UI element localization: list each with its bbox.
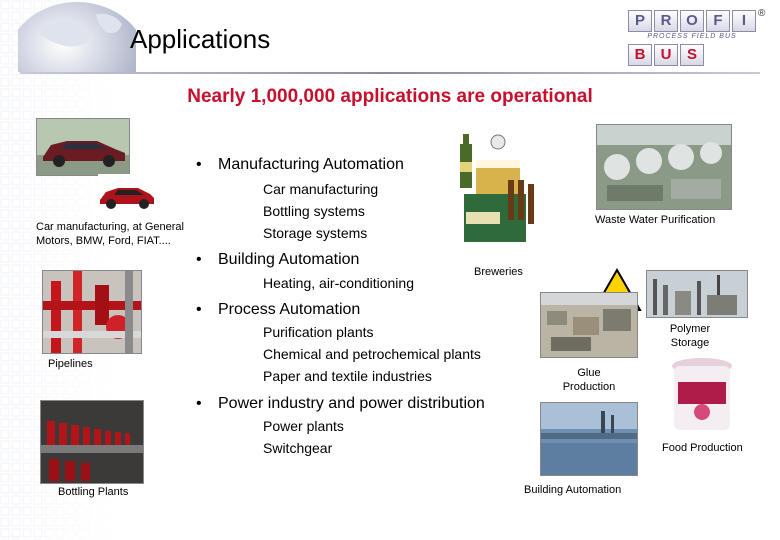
- caption-car: Car manufacturing, at General Motors, BMW, Ford, FIAT....: [36, 221, 184, 247]
- caption-pipelines: Pipelines: [48, 358, 93, 370]
- pipelines-photo: [42, 270, 142, 354]
- logo-letter: S: [680, 44, 704, 66]
- sub-item: Storage systems: [263, 225, 368, 241]
- refinery-photo: [646, 270, 748, 318]
- registered-mark: ®: [758, 8, 766, 19]
- car-photo-2: [98, 174, 156, 214]
- title-rule: [20, 72, 760, 74]
- bullet-marker: •: [196, 301, 202, 318]
- building-photo: [540, 402, 638, 476]
- caption-breweries: Breweries: [474, 266, 523, 278]
- sub-item: Switchgear: [263, 440, 333, 456]
- sub-item: Power plants: [263, 418, 344, 434]
- slide-subtitle: Nearly 1,000,000 applications are operational: [187, 86, 593, 107]
- logo-letter: I: [732, 10, 756, 32]
- logo-letter: F: [706, 10, 730, 32]
- bullet-label: Manufacturing Automation: [218, 156, 404, 173]
- logo-letter: P: [628, 10, 652, 32]
- sub-item: Heating, air-conditioning: [263, 275, 414, 291]
- sub-item: Chemical and petrochemical plants: [263, 346, 481, 362]
- sub-item: Bottling systems: [263, 203, 365, 219]
- car-photo-1: [36, 118, 130, 176]
- sub-item: Paper and textile industries: [263, 368, 432, 384]
- caption-waste-water: Waste Water Purification: [595, 214, 716, 226]
- glue-photo: [540, 292, 638, 358]
- breweries-photo: [456, 134, 544, 260]
- logo-letter: R: [654, 10, 678, 32]
- caption-glue: Glue Production: [562, 367, 616, 393]
- slide-title: Applications: [130, 24, 271, 54]
- bottling-photo: [40, 400, 144, 484]
- bullet-marker: •: [196, 395, 202, 412]
- bullet-marker: •: [196, 156, 202, 173]
- logo-letter: U: [654, 44, 678, 66]
- profibus-logo: [608, 8, 773, 70]
- globe-icon: [18, 2, 136, 72]
- caption-bottling: Bottling Plants: [58, 486, 129, 498]
- waste-water-photo: [596, 124, 732, 210]
- logo-letter: O: [680, 10, 704, 32]
- sub-item: Car manufacturing: [263, 181, 379, 197]
- bullet-label: Building Automation: [218, 251, 360, 268]
- bullet-label: Power industry and power distribution: [218, 395, 485, 412]
- logo-letter: B: [628, 44, 652, 66]
- logo-tagline: PROCESS FIELD BUS: [647, 33, 737, 40]
- food-photo: [664, 356, 740, 440]
- caption-food: Food Production: [662, 442, 743, 454]
- caption-building: Building Automation: [524, 484, 622, 496]
- bullet-marker: •: [196, 251, 202, 268]
- sub-item: Purification plants: [263, 324, 374, 340]
- bullet-label: Process Automation: [218, 301, 361, 318]
- caption-polymer: Polymer Storage: [669, 323, 711, 349]
